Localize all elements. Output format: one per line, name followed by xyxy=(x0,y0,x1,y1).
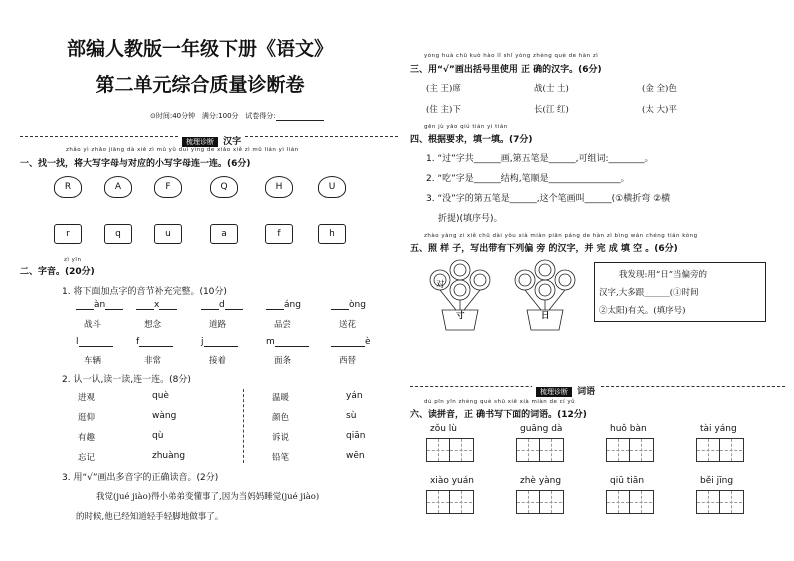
syllable-part: òng xyxy=(349,300,366,310)
blank[interactable] xyxy=(275,337,309,347)
q4-line2: 2. “吃”字是______结构,笔顺是________________。 xyxy=(426,174,630,184)
pinyin-word: zhè yàng xyxy=(520,476,562,486)
blank[interactable] xyxy=(331,300,349,310)
word: 品尝 xyxy=(274,320,292,330)
tian-grid[interactable] xyxy=(516,438,564,462)
grid-cell[interactable] xyxy=(540,491,562,513)
banner-title: 词语 xyxy=(577,387,596,397)
q1-text: 一、找一找，将大写字母与对应的小写字母连一连。(6分) xyxy=(20,159,251,169)
exam-title: 部编人教版一年级下册《语文》 xyxy=(66,38,333,60)
note-line2: 汉字,大多跟______(①时间 xyxy=(599,288,699,298)
grid-guide xyxy=(528,491,529,513)
q4-text: 四、根据要求，填一填。(7分) xyxy=(410,135,533,145)
match-pinyin-right[interactable]: wēn xyxy=(346,451,365,461)
match-pinyin-right[interactable]: sù xyxy=(346,411,357,421)
q3-choice[interactable]: (住 主)下 xyxy=(426,105,461,115)
q5-text: 五、照 样 子，写出带有下列偏 旁 的汉字，并 完 成 填 空 。(6分) xyxy=(410,244,678,254)
section-banner-chars xyxy=(178,129,245,148)
banner-title: 汉字 xyxy=(223,137,242,147)
q3-text: 三、用“√”画出括号里使用 正 确的汉字。(6分) xyxy=(410,65,602,75)
pot2-char: 日 xyxy=(541,311,550,321)
match-pinyin-right[interactable]: yán xyxy=(346,391,363,401)
match-word-right[interactable]: 颜色 xyxy=(272,413,290,423)
tian-grid[interactable] xyxy=(426,490,474,514)
blank[interactable] xyxy=(76,300,94,310)
grid-cell[interactable] xyxy=(427,491,450,513)
grid-cell[interactable] xyxy=(450,439,472,461)
grid-cell[interactable] xyxy=(517,491,540,513)
note-line1: 我发现:用“日”当偏旁的 xyxy=(619,270,708,280)
tian-grid[interactable] xyxy=(516,490,564,514)
grid-guide xyxy=(708,439,709,461)
q4-line3b: 折提)(填序号)。 xyxy=(438,214,503,224)
grid-guide xyxy=(641,491,642,513)
blank[interactable] xyxy=(225,300,243,310)
match-word-left[interactable]: 逛仰 xyxy=(78,413,96,423)
total-score-label: 满分:100分 xyxy=(201,112,239,120)
grid-cell[interactable] xyxy=(697,439,720,461)
q3-choice[interactable]: 长(江 红) xyxy=(534,105,569,115)
match-word-right[interactable]: 温暖 xyxy=(272,393,290,403)
pinyin-word: guāng dà xyxy=(520,424,563,434)
syllable-blank[interactable] xyxy=(266,300,301,310)
q2-3-line1: 我觉(jué jiào)得小弟弟变懂事了,因为当妈妈睡觉(jué jiào) xyxy=(96,492,320,502)
syllable-part: f xyxy=(136,337,140,347)
q2-2-text: 2. 认一认,读一读,连一连。(8分) xyxy=(62,375,191,385)
q3-choice[interactable]: (主 王)席 xyxy=(426,84,461,94)
grid-guide xyxy=(438,439,439,461)
match-pinyin-left[interactable]: qù xyxy=(152,431,164,441)
pinyin-word: xiào yuán xyxy=(430,476,474,486)
grid-cell[interactable] xyxy=(697,491,720,513)
grid-cell[interactable] xyxy=(517,439,540,461)
grid-guide xyxy=(618,439,619,461)
tian-grid[interactable] xyxy=(696,490,744,514)
q3-choice[interactable]: 战(士 土) xyxy=(534,84,569,94)
time-label: ⊙时间:40分钟 xyxy=(150,112,196,120)
syllable-part: l xyxy=(76,337,79,347)
syllable-blank[interactable] xyxy=(136,300,177,310)
word: 非常 xyxy=(144,356,162,366)
grid-guide xyxy=(618,491,619,513)
grid-cell[interactable] xyxy=(450,491,472,513)
blank[interactable] xyxy=(136,300,154,310)
discovery-box xyxy=(594,262,766,322)
syllable-blank[interactable] xyxy=(331,337,371,347)
syllable-part: àn xyxy=(94,300,106,310)
grid-guide xyxy=(551,491,552,513)
syllable-blank[interactable] xyxy=(136,337,173,347)
syllable-part: è xyxy=(365,337,371,347)
pinyin-word: tài yáng xyxy=(700,424,737,434)
grid-guide xyxy=(731,491,732,513)
blank[interactable] xyxy=(159,300,177,310)
q4-line1: 1. “过”字共______画,第五笔是______,可组词:________。 xyxy=(426,154,654,164)
grid-cell[interactable] xyxy=(607,491,630,513)
word: 送花 xyxy=(339,320,357,330)
blank[interactable] xyxy=(266,300,284,310)
q3-choice[interactable]: (金 全)色 xyxy=(642,84,677,94)
grid-guide xyxy=(461,491,462,513)
syllable-blank[interactable] xyxy=(201,337,238,347)
match-word-left[interactable]: 忘记 xyxy=(78,453,96,463)
blank[interactable] xyxy=(139,337,173,347)
match-word-left[interactable]: 有趣 xyxy=(78,433,96,443)
grid-cell[interactable] xyxy=(540,439,562,461)
q2-1-text: 1. 将下面加点字的音节补充完整。(10分) xyxy=(62,287,227,297)
tian-grid[interactable] xyxy=(606,490,654,514)
word: 车辆 xyxy=(84,356,102,366)
pinyin-word: huǒ bàn xyxy=(610,424,647,434)
pinyin-word: zǒu lù xyxy=(430,424,457,434)
uppercase-letter[interactable]: U xyxy=(318,176,346,198)
q6-text: 六、读拼音，正 确书写下面的词语。(12分) xyxy=(410,410,587,420)
match-pinyin-right[interactable]: qiān xyxy=(346,431,366,441)
q4-pinyin: gēn jù yāo qiú tián yi tián xyxy=(424,124,508,130)
q4-line3a: 3. “没”字的第五笔是______,这个笔画叫______(①横折弯 ②横 xyxy=(426,194,671,204)
syllable-part: j xyxy=(201,337,204,347)
lowercase-letter[interactable]: a xyxy=(210,224,238,244)
syllable-blank[interactable] xyxy=(76,300,123,310)
blank[interactable] xyxy=(204,337,238,347)
match-word-right[interactable]: 诉说 xyxy=(272,433,290,443)
grid-guide xyxy=(641,439,642,461)
section-banner-words xyxy=(532,379,599,398)
match-pinyin-left[interactable]: wàng xyxy=(152,411,177,421)
exam-subtitle: 第二单元综合质量诊断卷 xyxy=(95,74,305,96)
q2-3-text: 3. 用“√”画出多音字的正确读音。(2分) xyxy=(62,473,219,483)
grid-guide xyxy=(731,439,732,461)
uppercase-letter[interactable]: Q xyxy=(210,176,238,198)
grid-cell[interactable] xyxy=(720,439,742,461)
word: 接着 xyxy=(209,356,227,366)
flower-pot-illustration xyxy=(420,258,595,334)
match-word-left[interactable]: 进观 xyxy=(78,393,96,403)
pinyin-word: qiū tiān xyxy=(610,476,645,486)
blank[interactable] xyxy=(331,337,365,347)
uppercase-letter[interactable]: H xyxy=(265,176,293,198)
q2-pinyin: zì yīn xyxy=(64,257,82,263)
leaf-char: 对 xyxy=(436,280,445,290)
q5-pinyin: zhào yàng zi xiě chū dài yǒu xià miàn piān páng de hàn zì bìng wán chéng tián kòng xyxy=(424,233,698,239)
tian-grid[interactable] xyxy=(696,438,744,462)
lowercase-letter[interactable]: q xyxy=(104,224,132,244)
grid-cell[interactable] xyxy=(607,439,630,461)
grid-guide xyxy=(551,439,552,461)
banner-tag: 梳理诊断 xyxy=(182,137,218,147)
q2-text: 二、字音。(20分) xyxy=(20,267,95,277)
match-pinyin-left[interactable]: zhuàng xyxy=(152,451,186,461)
match-separator xyxy=(243,389,244,463)
grid-guide xyxy=(528,439,529,461)
syllable-blank[interactable] xyxy=(331,300,366,310)
blank[interactable] xyxy=(201,300,219,310)
word: 西替 xyxy=(339,356,357,366)
lowercase-letter[interactable]: h xyxy=(318,224,346,244)
grid-cell[interactable] xyxy=(427,439,450,461)
grid-cell[interactable] xyxy=(630,491,652,513)
grid-guide xyxy=(461,439,462,461)
grid-guide xyxy=(708,491,709,513)
syllable-blank[interactable] xyxy=(76,337,113,347)
pinyin-word: běi jīng xyxy=(700,476,734,486)
uppercase-letter[interactable]: R xyxy=(54,176,82,198)
q6-pinyin: dú pīn yīn zhèng què shū xiě xià miàn de cí yǔ xyxy=(424,399,576,405)
uppercase-letter[interactable]: F xyxy=(154,176,182,198)
match-pinyin-left[interactable]: què xyxy=(152,391,169,401)
banner-tag: 梳理诊断 xyxy=(536,387,572,397)
grid-cell[interactable] xyxy=(630,439,652,461)
lowercase-letter[interactable]: u xyxy=(154,224,182,244)
score-blank[interactable] xyxy=(276,120,324,121)
tian-grid[interactable] xyxy=(606,438,654,462)
syllable-part: x xyxy=(154,300,160,310)
exam-meta xyxy=(150,111,324,121)
lowercase-letter[interactable]: f xyxy=(265,224,293,244)
blank[interactable] xyxy=(105,300,123,310)
lowercase-letter[interactable]: r xyxy=(54,224,82,244)
match-word-right[interactable]: 铅笔 xyxy=(272,453,290,463)
q3-pinyin: yòng huà chū kuò hào lǐ shǐ yòng zhèng què de hàn zì xyxy=(424,53,599,59)
word: 道路 xyxy=(209,320,227,330)
uppercase-letter[interactable]: A xyxy=(104,176,132,198)
pot1-char: 寸 xyxy=(456,311,465,321)
grid-cell[interactable] xyxy=(720,491,742,513)
note-line3: ②太阳)有关。(填序号) xyxy=(599,306,686,316)
blank[interactable] xyxy=(79,337,113,347)
q1-pinyin: zhǎo yì zhǎo jiāng dà xiě zì mǔ yǔ duì yìng de xiǎo xiě zì mǔ lián yì lián xyxy=(66,147,299,153)
q3-choice[interactable]: (太 大)平 xyxy=(642,105,677,115)
word: 想念 xyxy=(144,320,162,330)
syllable-part: m xyxy=(266,337,275,347)
word: 战斗 xyxy=(84,320,102,330)
score-label: 试卷得分: xyxy=(245,112,276,120)
syllable-part: áng xyxy=(284,300,301,310)
syllable-blank[interactable] xyxy=(201,300,243,310)
syllable-blank[interactable] xyxy=(266,337,309,347)
q2-3-line2: 的时候,他已经知道轻手轻脚地做事了。 xyxy=(76,512,224,522)
word: 面条 xyxy=(274,356,292,366)
syllable-part: d xyxy=(219,300,225,310)
tian-grid[interactable] xyxy=(426,438,474,462)
grid-guide xyxy=(438,491,439,513)
